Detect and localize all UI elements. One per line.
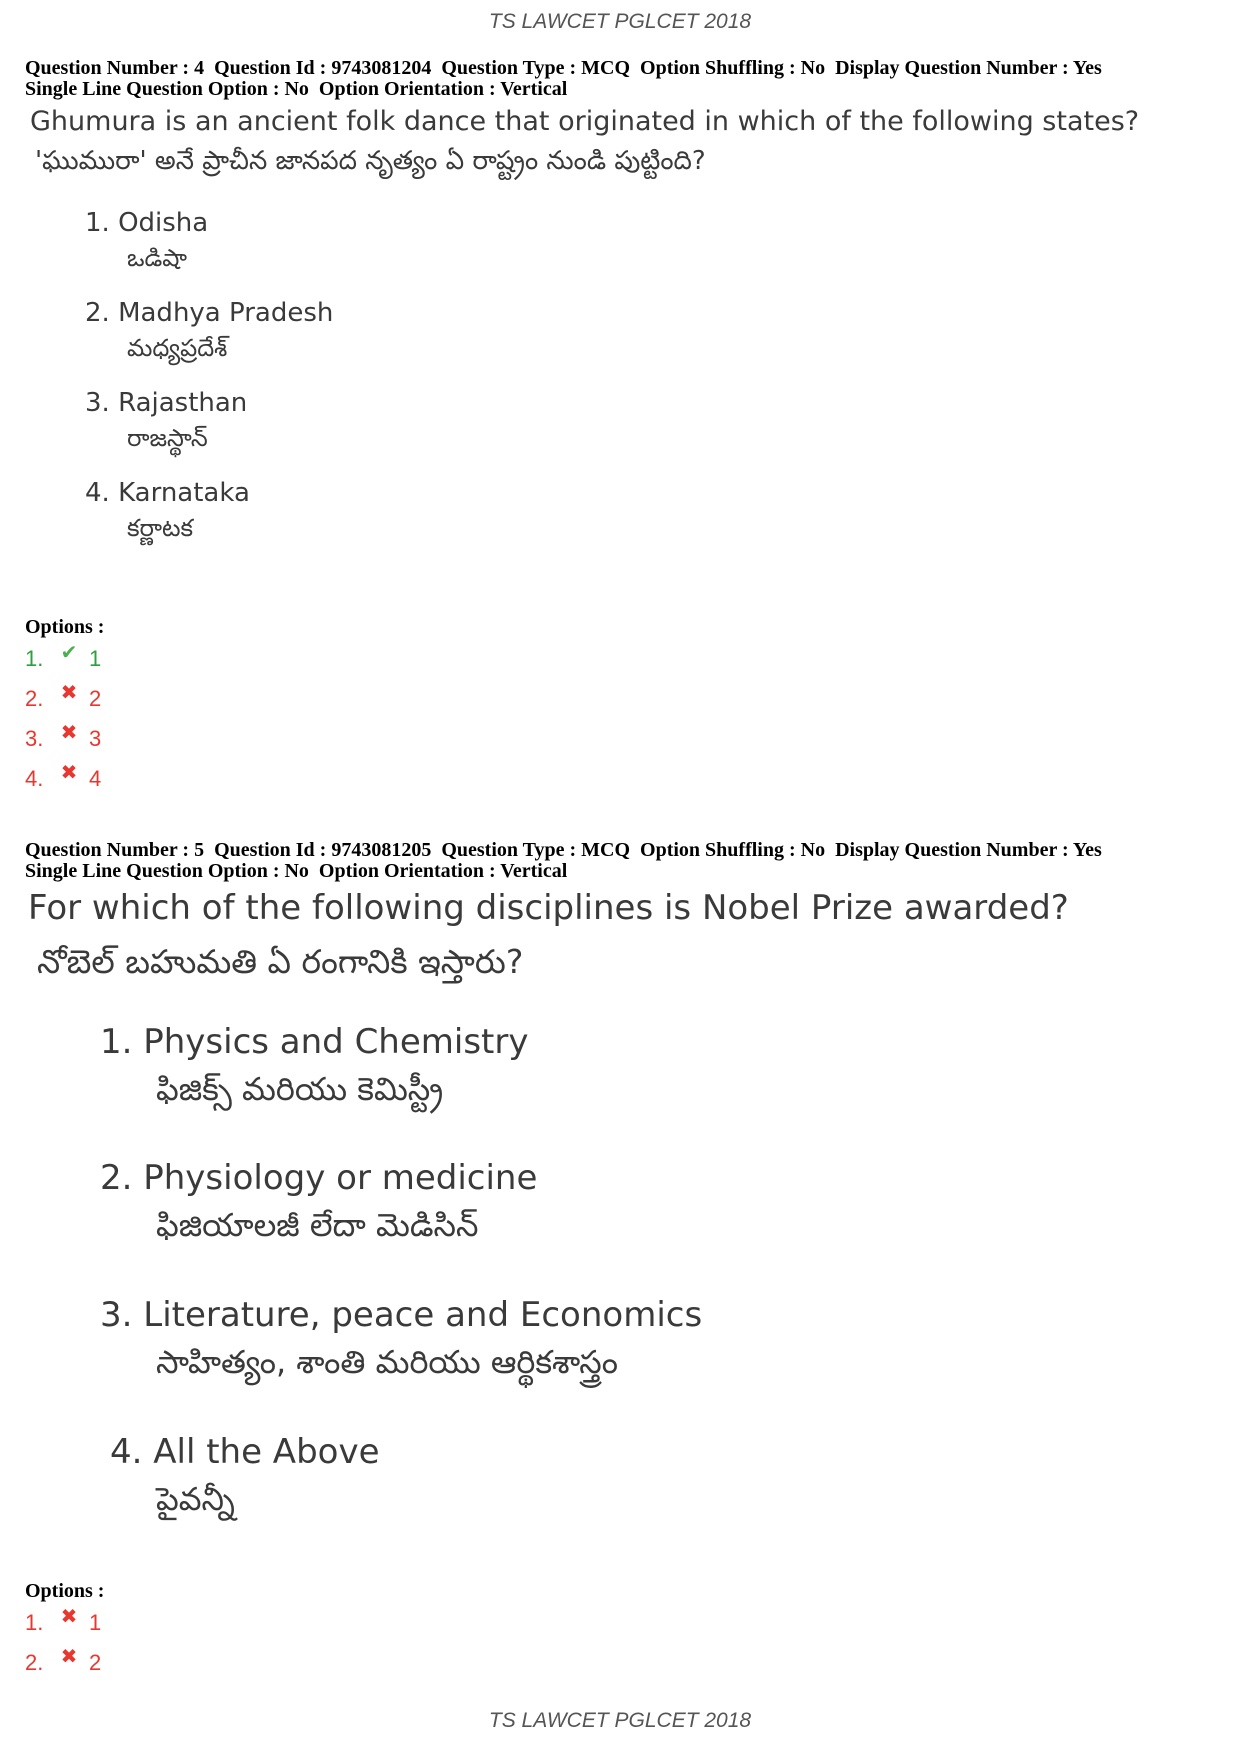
choice-item bbox=[100, 1295, 702, 1389]
choice-te: పైవన్నీ bbox=[156, 1480, 235, 1518]
choice-item bbox=[100, 1022, 529, 1116]
answer-number: 2. bbox=[25, 686, 44, 711]
answer-value: 2 bbox=[89, 686, 102, 711]
answer-number: 1. bbox=[25, 1610, 44, 1635]
answer-value: 1 bbox=[89, 1610, 102, 1635]
question-block bbox=[25, 57, 1225, 791]
answer-options bbox=[25, 616, 104, 799]
question-text-en: Ghumura is an ancient folk dance that originated in which of the following states? bbox=[30, 106, 1140, 137]
question-meta-line: Single Line Question Option : No Option Orientation : Vertical bbox=[25, 860, 568, 882]
choice-label: 4. All the Above bbox=[110, 1432, 380, 1472]
choice-te: సాహిత్యం, శాంతి మరియు ఆర్థికశాస్త్రం bbox=[156, 1343, 618, 1381]
question-text-te: నోబెల్ బహుమతి ఏ రంగానికి ఇస్తారు? bbox=[37, 942, 524, 981]
cross-icon: ✖ bbox=[60, 682, 78, 704]
choice-label: 3. Literature, peace and Economics bbox=[100, 1295, 703, 1335]
choice-te: కర్ణాటక bbox=[127, 514, 194, 542]
choice-item bbox=[85, 478, 250, 548]
choice-te: రాజస్థాన్ bbox=[127, 424, 208, 452]
choice-te: ఫిజియాలజీ లేదా మెడిసిన్ bbox=[156, 1206, 479, 1244]
page-header: TS LAWCET PGLCET 2018 bbox=[488, 10, 752, 33]
choice-label: 1. Physics and Chemistry bbox=[100, 1022, 529, 1062]
choice-item bbox=[85, 208, 208, 278]
question-block bbox=[25, 839, 1225, 1675]
answer-number: 4. bbox=[25, 766, 44, 791]
check-icon: ✔ bbox=[60, 642, 78, 664]
question-text-en: For which of the following disciplines is Nobel Prize awarded? bbox=[28, 888, 1069, 928]
choice-item bbox=[110, 1432, 380, 1526]
answer-value: 2 bbox=[89, 1650, 102, 1675]
options-label: Options : bbox=[25, 616, 105, 638]
answer-number: 1. bbox=[25, 646, 44, 671]
question-text-te: 'ఘుమురా' అనే ప్రాచీన జానపద నృత్యం ఏ రాష్ట్రం నుండి పుట్టింది? bbox=[35, 146, 706, 176]
cross-icon: ✖ bbox=[60, 722, 78, 744]
choice-te: ఫిజిక్స్ మరియు కెమిస్ట్రీ bbox=[156, 1070, 444, 1108]
cross-icon: ✖ bbox=[60, 1606, 78, 1628]
options-label: Options : bbox=[25, 1580, 105, 1602]
answer-value: 1 bbox=[89, 646, 102, 671]
answer-number: 3. bbox=[25, 726, 44, 751]
choice-label: 3. Rajasthan bbox=[85, 388, 248, 418]
choice-label: 4. Karnataka bbox=[85, 478, 250, 508]
choice-label: 2. Madhya Pradesh bbox=[85, 298, 334, 328]
choice-item bbox=[100, 1158, 537, 1252]
question-meta-line: Question Number : 5 Question Id : 9743081205 Question Type : MCQ Option Shuffling : No Display Question Number : Yes bbox=[25, 839, 1102, 861]
choice-item bbox=[85, 388, 247, 458]
cross-icon: ✖ bbox=[60, 1646, 78, 1668]
answer-options bbox=[25, 1580, 104, 1683]
answer-number: 2. bbox=[25, 1650, 44, 1675]
choice-item bbox=[85, 298, 333, 368]
answer-value: 3 bbox=[89, 726, 102, 751]
cross-icon: ✖ bbox=[60, 762, 78, 784]
choice-label: 2. Physiology or medicine bbox=[100, 1158, 538, 1198]
answer-value: 4 bbox=[89, 766, 102, 791]
question-meta-line: Single Line Question Option : No Option Orientation : Vertical bbox=[25, 78, 568, 100]
answer-option bbox=[25, 1643, 104, 1683]
choice-label: 1. Odisha bbox=[85, 208, 209, 238]
page-footer: TS LAWCET PGLCET 2018 bbox=[488, 1709, 752, 1732]
answer-option bbox=[25, 759, 104, 799]
question-meta-line: Question Number : 4 Question Id : 9743081204 Question Type : MCQ Option Shuffling : No Display Question Number : Yes bbox=[25, 57, 1102, 79]
choice-te: ఒడిషా bbox=[127, 244, 188, 272]
choice-te: మధ్యప్రదేశ్ bbox=[127, 334, 228, 362]
